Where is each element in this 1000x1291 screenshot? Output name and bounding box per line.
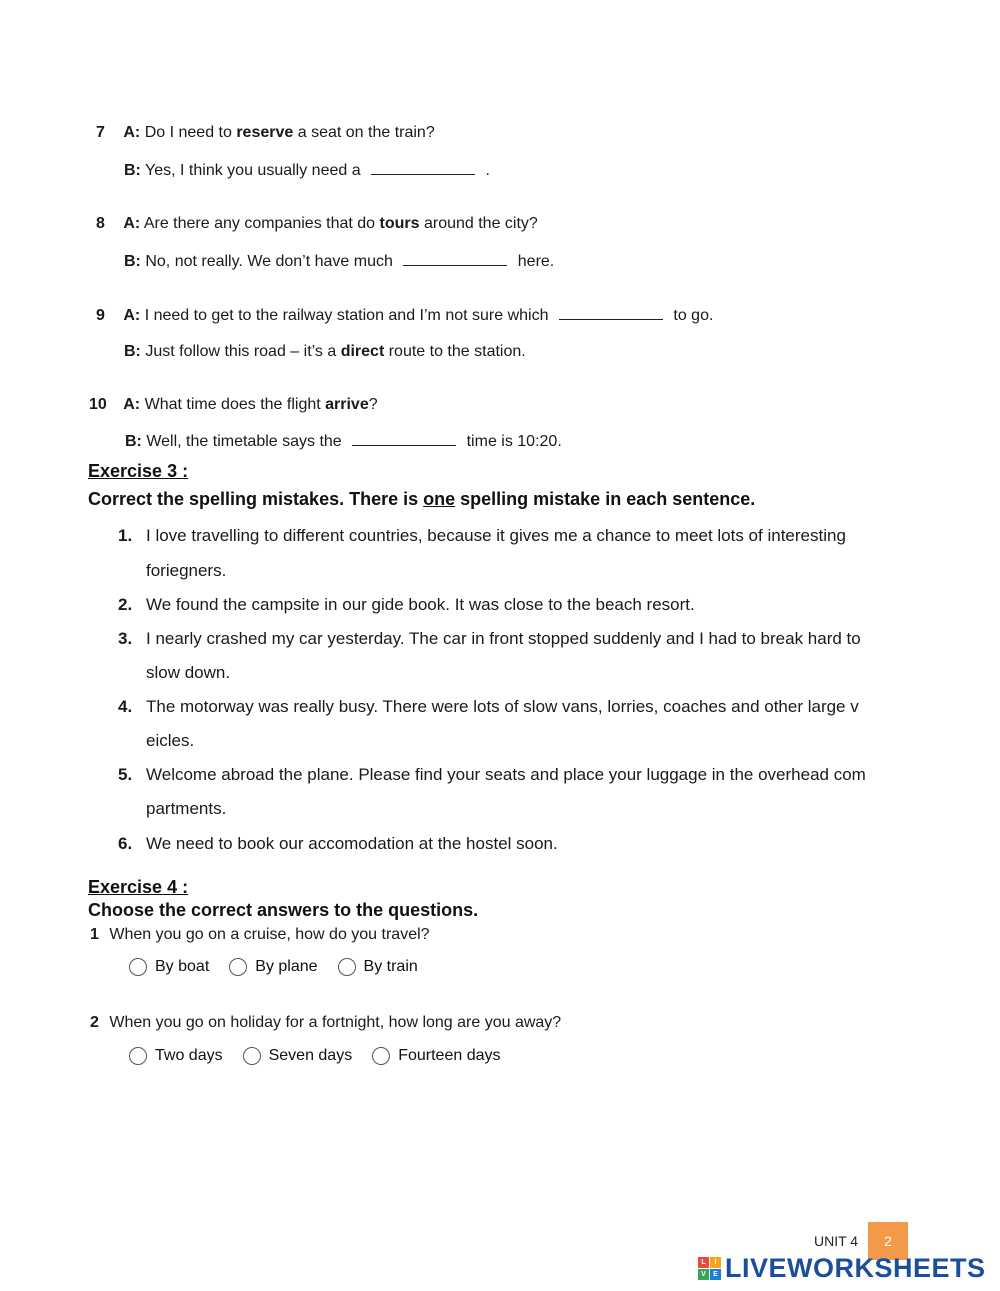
option-label: By plane bbox=[255, 958, 318, 975]
logo-block: I bbox=[710, 1257, 721, 1268]
spelling-item-5[interactable] bbox=[118, 765, 866, 785]
spelling-item-2[interactable] bbox=[118, 595, 695, 615]
instruction-text: spelling mistake in each sentence. bbox=[455, 489, 756, 509]
logo-block: L bbox=[698, 1257, 709, 1268]
answer-text: . bbox=[485, 162, 490, 179]
logo-block: E bbox=[710, 1269, 721, 1280]
exercise-3-title: Exercise 3 : bbox=[88, 461, 189, 481]
radio-button[interactable] bbox=[129, 958, 147, 976]
question-number: 7 bbox=[96, 124, 105, 141]
instruction-emphasis: one bbox=[423, 489, 456, 509]
exercise-4-instruction: Choose the correct answers to the questions. bbox=[88, 900, 479, 920]
question-7-b bbox=[124, 161, 490, 180]
answer-text: here. bbox=[517, 253, 555, 270]
sentence-text: I love travelling to different countries, because it gives me a chance to meet lots of interesting bbox=[146, 526, 846, 545]
question-8-a bbox=[96, 215, 538, 233]
question-number: 1 bbox=[90, 926, 99, 943]
sentence-text: Welcome abroad the plane. Please find your seats and place your luggage in the overhead com bbox=[146, 765, 866, 784]
speaker-b-label: B: bbox=[124, 253, 141, 270]
question-9-a bbox=[96, 306, 713, 325]
question-number: 10 bbox=[89, 396, 107, 413]
question-10-a bbox=[89, 396, 378, 414]
question-text: ? bbox=[368, 396, 378, 413]
liveworksheets-logo[interactable] bbox=[698, 1253, 986, 1284]
answer-text: Just follow this road – it’s a bbox=[145, 343, 341, 360]
spelling-item-5-cont[interactable]: partments. bbox=[146, 799, 227, 818]
sentence-text: I nearly crashed my car yesterday. The car in front stopped suddenly and I had to break hard to bbox=[146, 629, 861, 648]
radio-button[interactable] bbox=[338, 958, 356, 976]
keyword: direct bbox=[340, 343, 385, 360]
answer-text: time is 10:20. bbox=[466, 433, 562, 450]
keyword: reserve bbox=[236, 124, 294, 141]
answer-blank[interactable] bbox=[352, 432, 456, 446]
answer-text: route to the station. bbox=[384, 343, 526, 360]
unit-label: UNIT 4 bbox=[814, 1233, 859, 1249]
option-label: By train bbox=[363, 958, 418, 975]
item-number: 6. bbox=[118, 834, 133, 853]
question-10-b bbox=[125, 432, 562, 451]
sentence-text: We found the campsite in our gide book. It was close to the beach resort. bbox=[146, 595, 695, 614]
question-text: When you go on holiday for a fortnight, how long are you away? bbox=[109, 1014, 562, 1031]
instruction-text: Correct the spelling mistakes. There is bbox=[88, 489, 424, 509]
mc-question-1 bbox=[90, 926, 430, 944]
question-number: 2 bbox=[90, 1014, 99, 1031]
question-text: What time does the flight bbox=[144, 396, 326, 413]
question-8-b bbox=[124, 252, 554, 271]
option-by-plane[interactable] bbox=[229, 958, 317, 976]
item-number: 4. bbox=[118, 697, 133, 716]
option-label: Seven days bbox=[268, 1047, 353, 1064]
radio-button[interactable] bbox=[229, 958, 247, 976]
logo-text: LIVEWORKSHEETS bbox=[725, 1253, 986, 1283]
mc-options-1 bbox=[129, 958, 438, 976]
question-text: around the city? bbox=[419, 215, 538, 232]
spelling-item-1-cont[interactable]: foriegners. bbox=[146, 561, 227, 580]
option-label: By boat bbox=[155, 958, 210, 975]
keyword: arrive bbox=[325, 396, 369, 413]
spelling-item-4-cont[interactable]: eicles. bbox=[146, 731, 195, 750]
speaker-b-label: B: bbox=[124, 162, 141, 179]
logo-block: V bbox=[698, 1269, 709, 1280]
option-by-train[interactable] bbox=[338, 958, 418, 976]
spelling-item-6[interactable] bbox=[118, 834, 558, 854]
question-9-b bbox=[124, 343, 526, 361]
sentence-text: The motorway was really busy. There were lots of slow vans, lorries, coaches and other large v bbox=[146, 697, 859, 716]
speaker-b-label: B: bbox=[124, 343, 141, 360]
sentence-text: We need to book our accomodation at the hostel soon. bbox=[146, 834, 558, 853]
question-number: 8 bbox=[96, 215, 105, 232]
question-text: to go. bbox=[673, 307, 714, 324]
question-7-a bbox=[96, 124, 435, 142]
mc-question-2 bbox=[90, 1014, 561, 1032]
exercise-4-title: Exercise 4 : bbox=[88, 877, 189, 897]
spelling-item-4[interactable] bbox=[118, 697, 859, 717]
answer-blank[interactable] bbox=[371, 161, 475, 175]
question-text: Do I need to bbox=[144, 124, 237, 141]
radio-button[interactable] bbox=[129, 1047, 147, 1065]
radio-button[interactable] bbox=[372, 1047, 390, 1065]
question-text: Are there any companies that do bbox=[143, 215, 380, 232]
answer-text: Yes, I think you usually need a bbox=[145, 162, 361, 179]
speaker-a-label: A: bbox=[123, 307, 141, 324]
answer-blank[interactable] bbox=[403, 252, 507, 266]
question-text: a seat on the train? bbox=[293, 124, 435, 141]
question-text: I need to get to the railway station and I’m not sure which bbox=[144, 307, 549, 324]
spelling-item-1[interactable] bbox=[118, 526, 846, 546]
option-seven-days[interactable] bbox=[243, 1047, 353, 1065]
logo-icon bbox=[698, 1257, 721, 1280]
spelling-item-3[interactable] bbox=[118, 629, 861, 649]
item-number: 5. bbox=[118, 765, 133, 784]
option-fourteen-days[interactable] bbox=[372, 1047, 500, 1065]
page-number: 2 bbox=[868, 1222, 908, 1260]
keyword: tours bbox=[379, 215, 420, 232]
speaker-a-label: A: bbox=[123, 215, 141, 232]
option-two-days[interactable] bbox=[129, 1047, 223, 1065]
item-number: 1. bbox=[118, 526, 133, 545]
exercise-3-instruction bbox=[88, 489, 755, 510]
answer-text: No, not really. We don’t have much bbox=[145, 253, 393, 270]
option-label: Fourteen days bbox=[398, 1047, 501, 1064]
spelling-item-3-cont[interactable]: slow down. bbox=[146, 663, 231, 682]
answer-blank[interactable] bbox=[559, 306, 663, 320]
item-number: 2. bbox=[118, 595, 133, 614]
question-text: When you go on a cruise, how do you travel? bbox=[109, 926, 430, 943]
speaker-a-label: A: bbox=[123, 124, 141, 141]
radio-button[interactable] bbox=[243, 1047, 261, 1065]
speaker-a-label: A: bbox=[123, 396, 141, 413]
speaker-b-label: B: bbox=[125, 433, 142, 450]
option-label: Two days bbox=[155, 1047, 223, 1064]
answer-text: Well, the timetable says the bbox=[146, 433, 342, 450]
option-by-boat[interactable] bbox=[129, 958, 209, 976]
question-number: 9 bbox=[96, 307, 105, 324]
item-number: 3. bbox=[118, 629, 133, 648]
mc-options-2 bbox=[129, 1047, 520, 1065]
